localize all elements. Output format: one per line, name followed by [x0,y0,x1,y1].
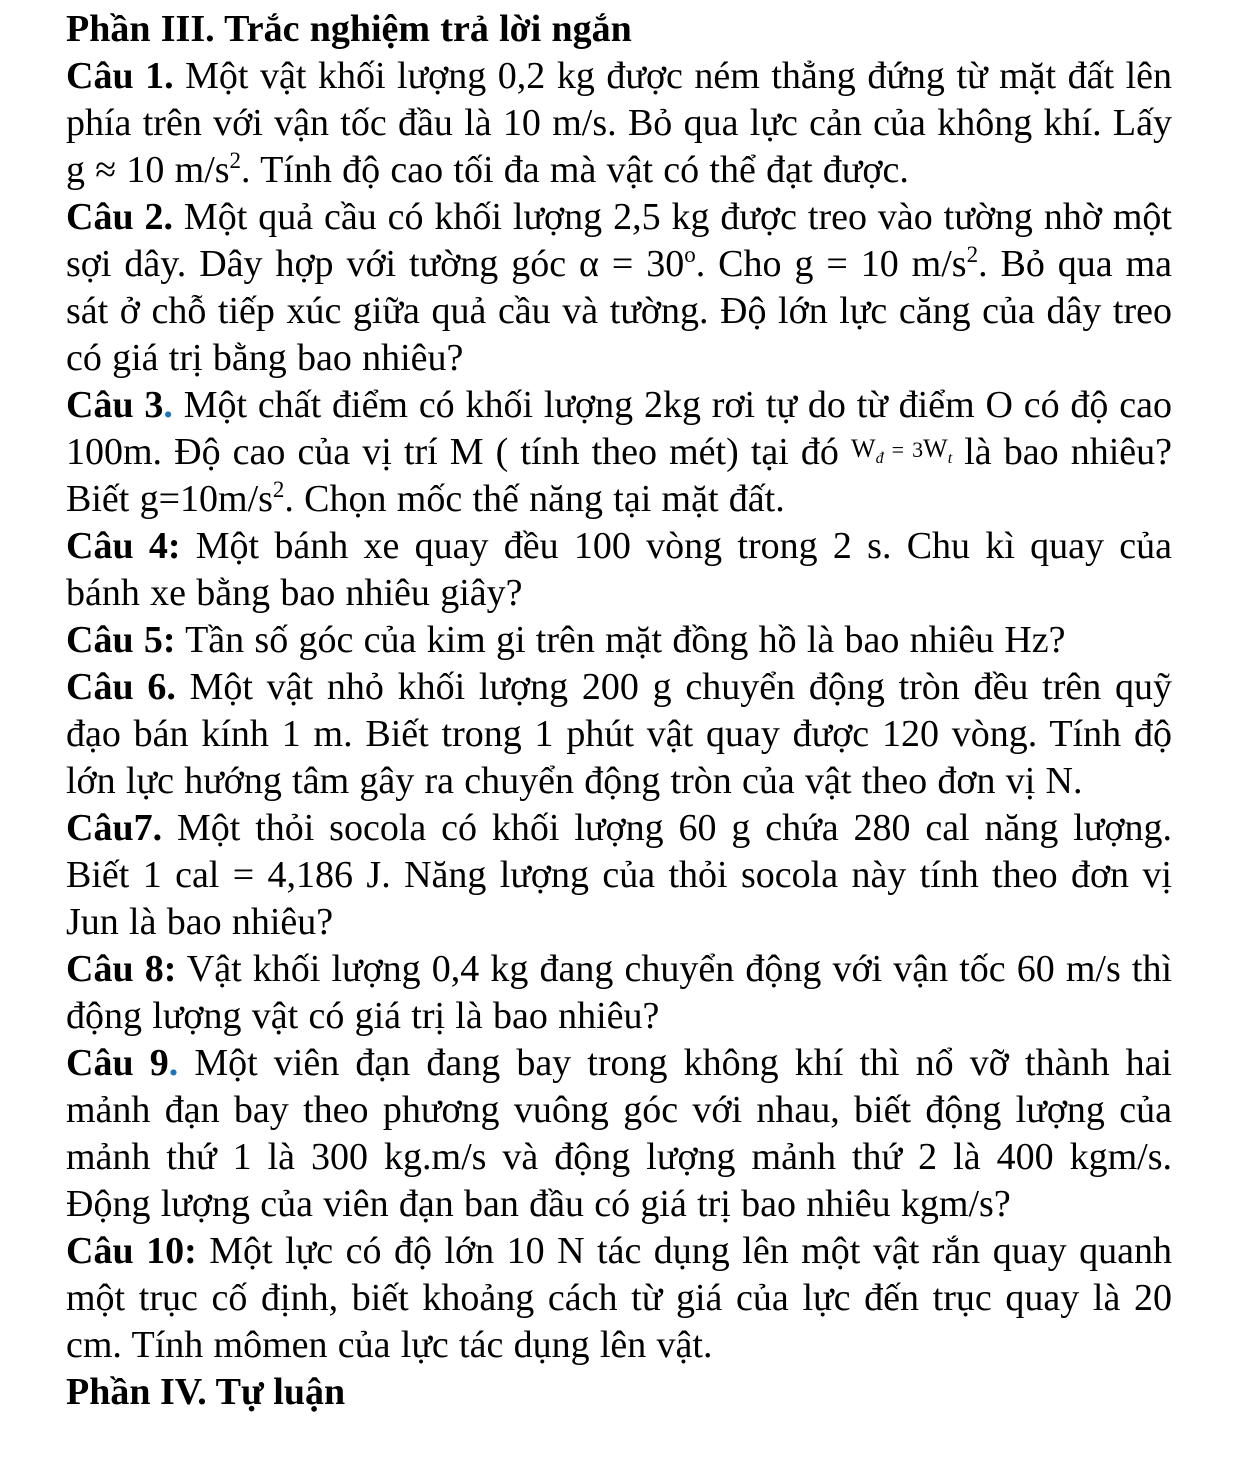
question-6-label: Câu 6. [66,666,176,708]
part3-heading: Phần III. Trắc nghiệm trả lời ngắn [66,8,632,50]
formula-symbol: W [923,434,948,463]
question-3-blue-dot: . [163,384,173,426]
question-9-blue-dot: . [168,1042,179,1084]
question-3-text: là bao nhiêu?Biết g=10m/s [66,431,1172,520]
superscript: 2 [966,242,979,267]
question-9 [66,1040,1172,1228]
formula-subscript: đ [875,450,884,467]
question-5-text: Tần số góc của kim gi trên mặt đồng hồ là bao nhiêu Hz? [175,619,1066,661]
part4-heading-cutoff: Phần IV. Tự luận [66,1371,346,1413]
formula-operator: = 3 [883,437,924,462]
question-1-text: . Tính độ cao tối đa mà vật có thể đạt được. [241,149,909,191]
question-5-label: Câu 5: [66,619,176,661]
question-8-text: Vật khối lượng 0,4 kg đang chuyển động với vận tốc 60 m/s thì động lượng vật có giá trị là bao nhiêu? [66,948,1173,1037]
question-2-text: . Cho g = 10 m/s [695,243,967,285]
question-1-label: Câu 1. [66,55,174,97]
question-10 [66,1228,1172,1369]
question-3-label: Câu 3 [66,384,164,426]
question-10-label: Câu 10: [66,1230,197,1272]
question-2-text: Một quả cầu có khối lượng 2,5 kg được treo vào tường nhờ một sợi dây. Dây hợp với tường góc α = 30 [66,196,1172,285]
formula-wd-equals-3wt [851,434,953,467]
question-8-label: Câu 8: [66,948,177,990]
question-4-label: Câu 4: [66,525,181,567]
question-1 [66,53,1172,194]
question-9-label: Câu 9 [66,1042,169,1084]
question-10-text: Một lực có độ lớn 10 N tác dụng lên một vật rắn quay quanh một trục cố định, biết khoảng cách từ giá của lực đến trục quay là 20 cm. Tính mômen của lực tác dụng lên vật. [66,1230,1172,1366]
question-7-text: Một thỏi socola có khối lượng 60 g chứa 280 cal năng lượng. Biết 1 cal = 4,186 J. Năng lượng của thỏi socola này tính theo đơn vị Jun là bao nhiêu? [66,807,1172,943]
superscript: 2 [272,477,285,502]
question-6 [66,664,1172,805]
question-2-label: Câu 2. [66,196,173,238]
question-1-text: Một vật khối lượng 0,2 kg được ném thẳng đứng từ mặt đất lên phía trên với vận tốc đầu là 10 m/s. Bỏ qua lực cản của không khí. Lấy g ≈ 10 m/s [66,55,1172,191]
question-2 [66,194,1172,382]
question-2-text: . Bỏ qua ma sát ở chỗ tiếp xúc giữa quả cầu và tường. Độ lớn lực căng của dây treo có giá trị bằng bao nhiêu? [66,243,1173,379]
question-7 [66,805,1172,946]
question-3-text: Một chất điểm có khối lượng 2kg rơi tự do từ điểm O có độ cao 100m. Độ cao của vị trí M ( tính theo mét) tại đó [66,384,1172,473]
question-3-text: . Chọn mốc thế năng tại mặt đất. [284,478,785,520]
question-4 [66,523,1172,617]
superscript: 2 [229,148,242,173]
formula-subscript: t [947,450,953,467]
question-6-text: Một vật nhỏ khối lượng 200 g chuyển động tròn đều trên quỹ đạo bán kính 1 m. Biết trong 1 phút vật quay được 120 vòng. Tính độ lớn lực hướng tâm gây ra chuyển động tròn của vật theo đơn vị N. [66,666,1172,802]
question-9-text: Một viên đạn đang bay trong không khí thì nổ vỡ thành hai mảnh đạn bay theo phương vuông góc với nhau, biết động lượng của mảnh thứ 1 là 300 kg.m/s và động lượng mảnh thứ 2 là 400 kgm/s. Động lượng của viên đạn ban đầu có giá trị bao nhiêu kgm/s? [66,1042,1172,1225]
question-5 [66,617,1172,664]
question-4-text: Một bánh xe quay đều 100 vòng trong 2 s. Chu kì quay của bánh xe bằng bao nhiêu giây? [66,525,1172,614]
formula-symbol: W [851,434,876,463]
superscript: o [684,242,696,267]
question-3 [66,382,1172,523]
question-7-label: Câu7. [66,807,163,849]
question-8 [66,946,1172,1040]
